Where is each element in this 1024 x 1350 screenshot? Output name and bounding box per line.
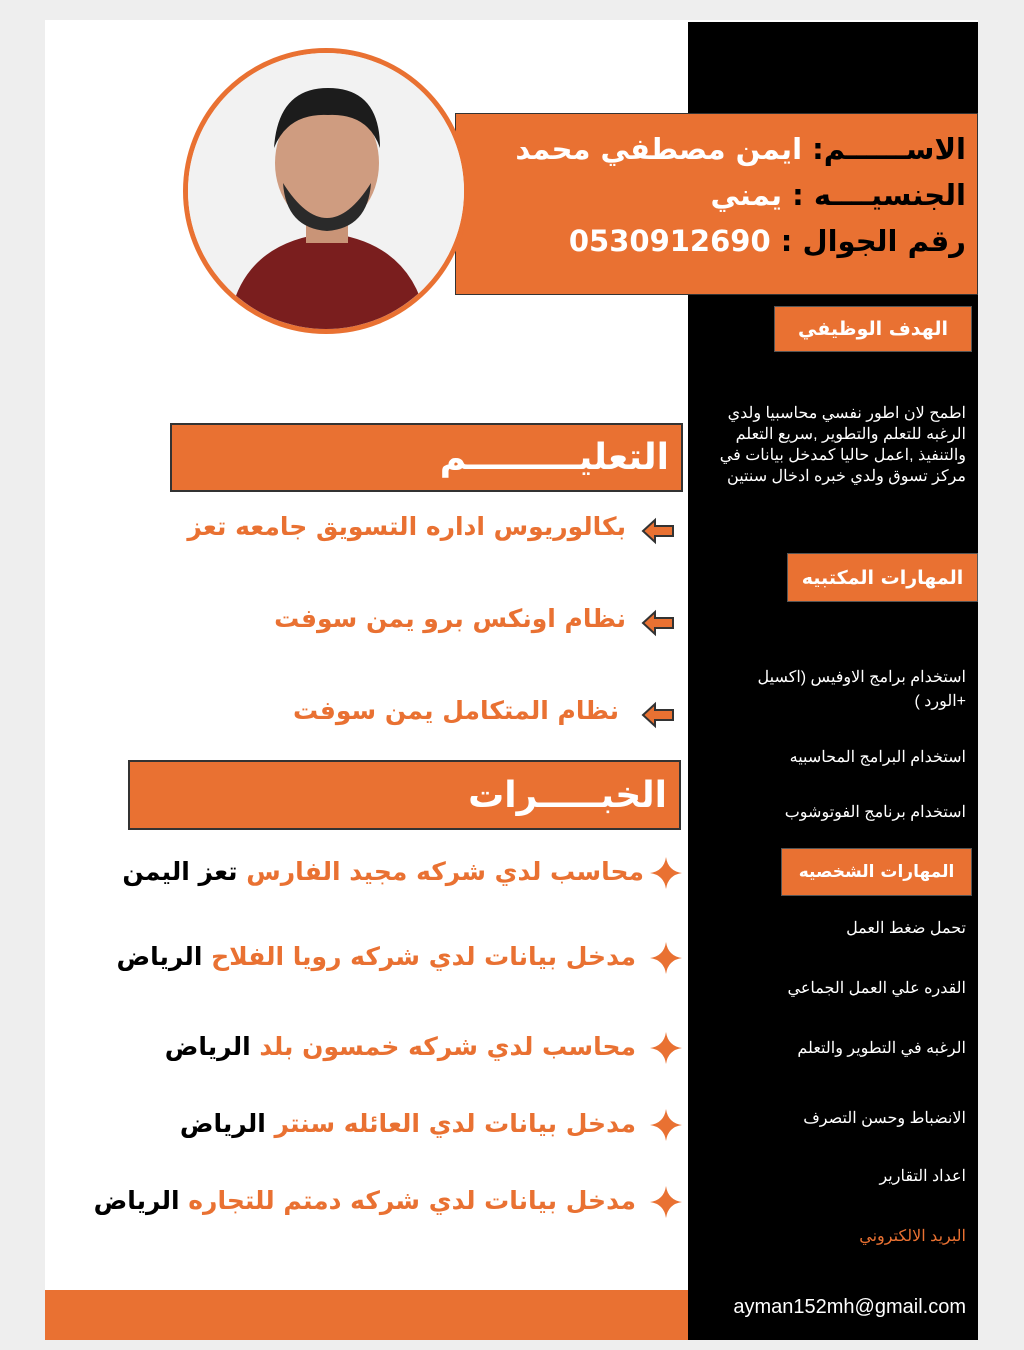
footer-bar [45, 1290, 688, 1340]
office-skill: استخدام برامج الاوفيس (اكسيل +الورد ) [757, 669, 966, 710]
experience-place: الرياض [179, 1109, 266, 1138]
experience-item [180, 1109, 636, 1138]
email-value[interactable]: ayman152mh@gmail.com [733, 1296, 966, 1318]
experience-item [122, 857, 644, 886]
experience-place: الرياض [93, 1186, 180, 1215]
experience-place: تعز اليمن [122, 857, 238, 886]
nationality-value: يمني [710, 178, 783, 212]
experience-role: محاسب لدي شركه مجيد الفارس [246, 857, 644, 886]
arrow-left-icon [640, 516, 676, 550]
personal-skill: الانضباط وحسن التصرف [803, 1110, 966, 1127]
education-item: بكالوريوس اداره التسويق جامعه تعز [187, 512, 626, 541]
experience-role: مدخل بيانات لدي شركه رويا الفلاح [211, 942, 636, 971]
arrow-left-icon [640, 700, 676, 734]
nationality-label: الجنسيــــه : [792, 178, 966, 212]
personal-skills-title: المهارات الشخصيه [781, 848, 972, 896]
personal-skill: الرغبه في التطوير والتعلم [797, 1040, 966, 1057]
experience-item [94, 1186, 636, 1215]
experience-title: الخبـــــرات [128, 760, 681, 830]
nationality-line [711, 178, 966, 212]
personal-skill: القدره علي العمل الجماعي [787, 980, 966, 997]
education-title: التعليـــــــــم [170, 423, 683, 492]
objective-title: الهدف الوظيفي [774, 306, 972, 352]
profile-photo [183, 48, 469, 334]
office-skill: استخدام البرامج المحاسبيه [789, 749, 966, 766]
star-bullet-icon [648, 1107, 684, 1147]
email-label: البريد الالكتروني [859, 1228, 966, 1245]
phone-value: 0530912690 [568, 224, 771, 258]
star-bullet-icon [648, 1184, 684, 1224]
phone-label: رقم الجوال : [780, 224, 966, 258]
experience-item [116, 942, 636, 971]
education-item: نظام المتكامل يمن سوفت [293, 696, 619, 725]
personal-skill: اعداد التقارير [879, 1168, 966, 1185]
education-item: نظام اونكس برو يمن سوفت [274, 604, 626, 633]
experience-role: مدخل بيانات لدي العائله سنتر [274, 1109, 636, 1138]
star-bullet-icon [648, 940, 684, 980]
name-label: الاســــــم: [812, 132, 966, 166]
experience-place: الرياض [164, 1032, 251, 1061]
personal-skill: تحمل ضغط العمل [846, 920, 966, 937]
star-bullet-icon [648, 1030, 684, 1070]
experience-role: محاسب لدي شركه خمسون بلد [259, 1032, 636, 1061]
name-value: ايمن مصطفي محمد [515, 132, 803, 166]
name-line [515, 132, 966, 166]
star-bullet-icon [648, 855, 684, 895]
experience-item [165, 1032, 636, 1061]
phone-line [569, 224, 966, 258]
objective-text: اطمح لان اطور نفسي محاسبيا ولدي الرغبه للتعلم والتطوير ,سريع التعلم والتنفيذ ,اعمل حاليا كمدخل بيانات في مركز تسوق ولدي خبره ادخال سنتين [719, 405, 966, 485]
office-skills-title: المهارات المكتبيه [787, 553, 978, 602]
office-skill: استخدام برنامج الفوتوشوب [784, 804, 966, 821]
experience-role: مدخل بيانات لدي شركه دمتم للتجاره [188, 1186, 636, 1215]
arrow-left-icon [640, 608, 676, 642]
experience-place: الرياض [116, 942, 203, 971]
